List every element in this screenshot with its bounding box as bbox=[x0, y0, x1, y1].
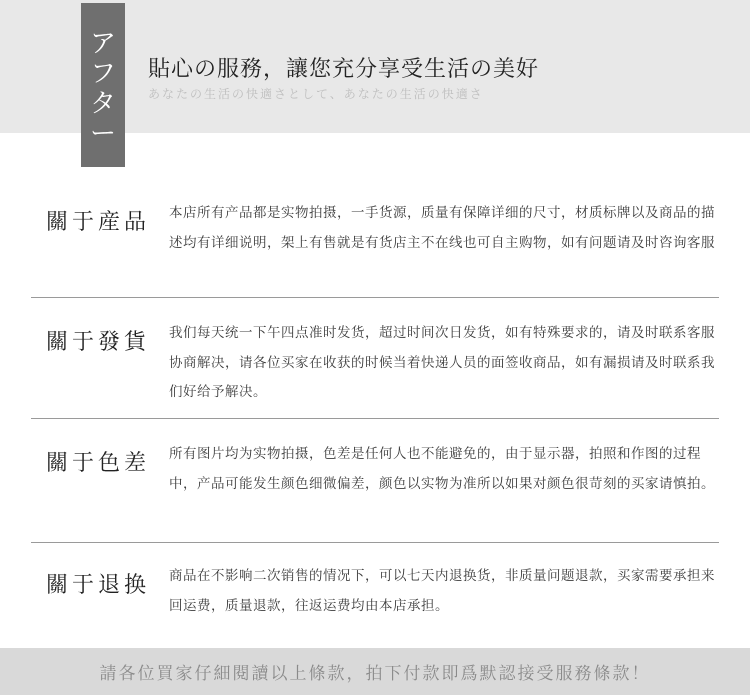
tab-char: ー bbox=[89, 119, 116, 149]
section-title: 關于色差 bbox=[46, 451, 151, 476]
section-body: 我们每天统一下午四点准时发货，超过时间次日发货，如有特殊要求的，请及时联系客服协商解决，请各位买家在收获的时候当着快递人员的面签收商品，如有漏损请及时联系我们好给予解决。 bbox=[169, 325, 715, 400]
page-title: 貼心の服務，讓您充分享受生活の美好 bbox=[148, 57, 540, 82]
header-vertical-tab bbox=[81, 3, 125, 167]
section-divider bbox=[31, 297, 719, 298]
section-body: 商品在不影响二次销售的情况下，可以七天内退换货，非质量问题退款，买家需要承担来回运费，质量退款，往返运费均由本店承担。 bbox=[169, 568, 715, 614]
tab-char: フ bbox=[89, 59, 116, 89]
section-title: 關于退换 bbox=[46, 573, 151, 598]
section-title: 關于産品 bbox=[46, 210, 151, 235]
page-subtitle: あなたの生活の快適さとして、あなたの生活の快適さ bbox=[148, 87, 484, 101]
section-title: 關于發貨 bbox=[46, 330, 151, 355]
footer-banner bbox=[0, 648, 750, 695]
tab-char: ア bbox=[89, 29, 116, 59]
footer-text: 請各位買家仔細閱讀以上條款，拍下付款即爲默認接受服務條款！ bbox=[99, 664, 651, 684]
section-body: 所有图片均为实物拍摄，色差是任何人也不能避免的，由于显示器，拍照和作图的过程中，产品可能发生颜色细微偏差，颜色以实物为准所以如果对颜色很苛刻的买家请慎拍。 bbox=[169, 446, 715, 492]
section-body: 本店所有产品都是实物拍摄，一手货源，质量有保障详细的尺寸，材质标牌以及商品的描述均有详细说明，架上有售就是有货店主不在线也可自主购物，如有问题请及时咨询客服 bbox=[169, 205, 715, 251]
section-divider bbox=[31, 418, 719, 419]
tab-char: タ bbox=[89, 89, 116, 119]
section-divider bbox=[31, 542, 719, 543]
